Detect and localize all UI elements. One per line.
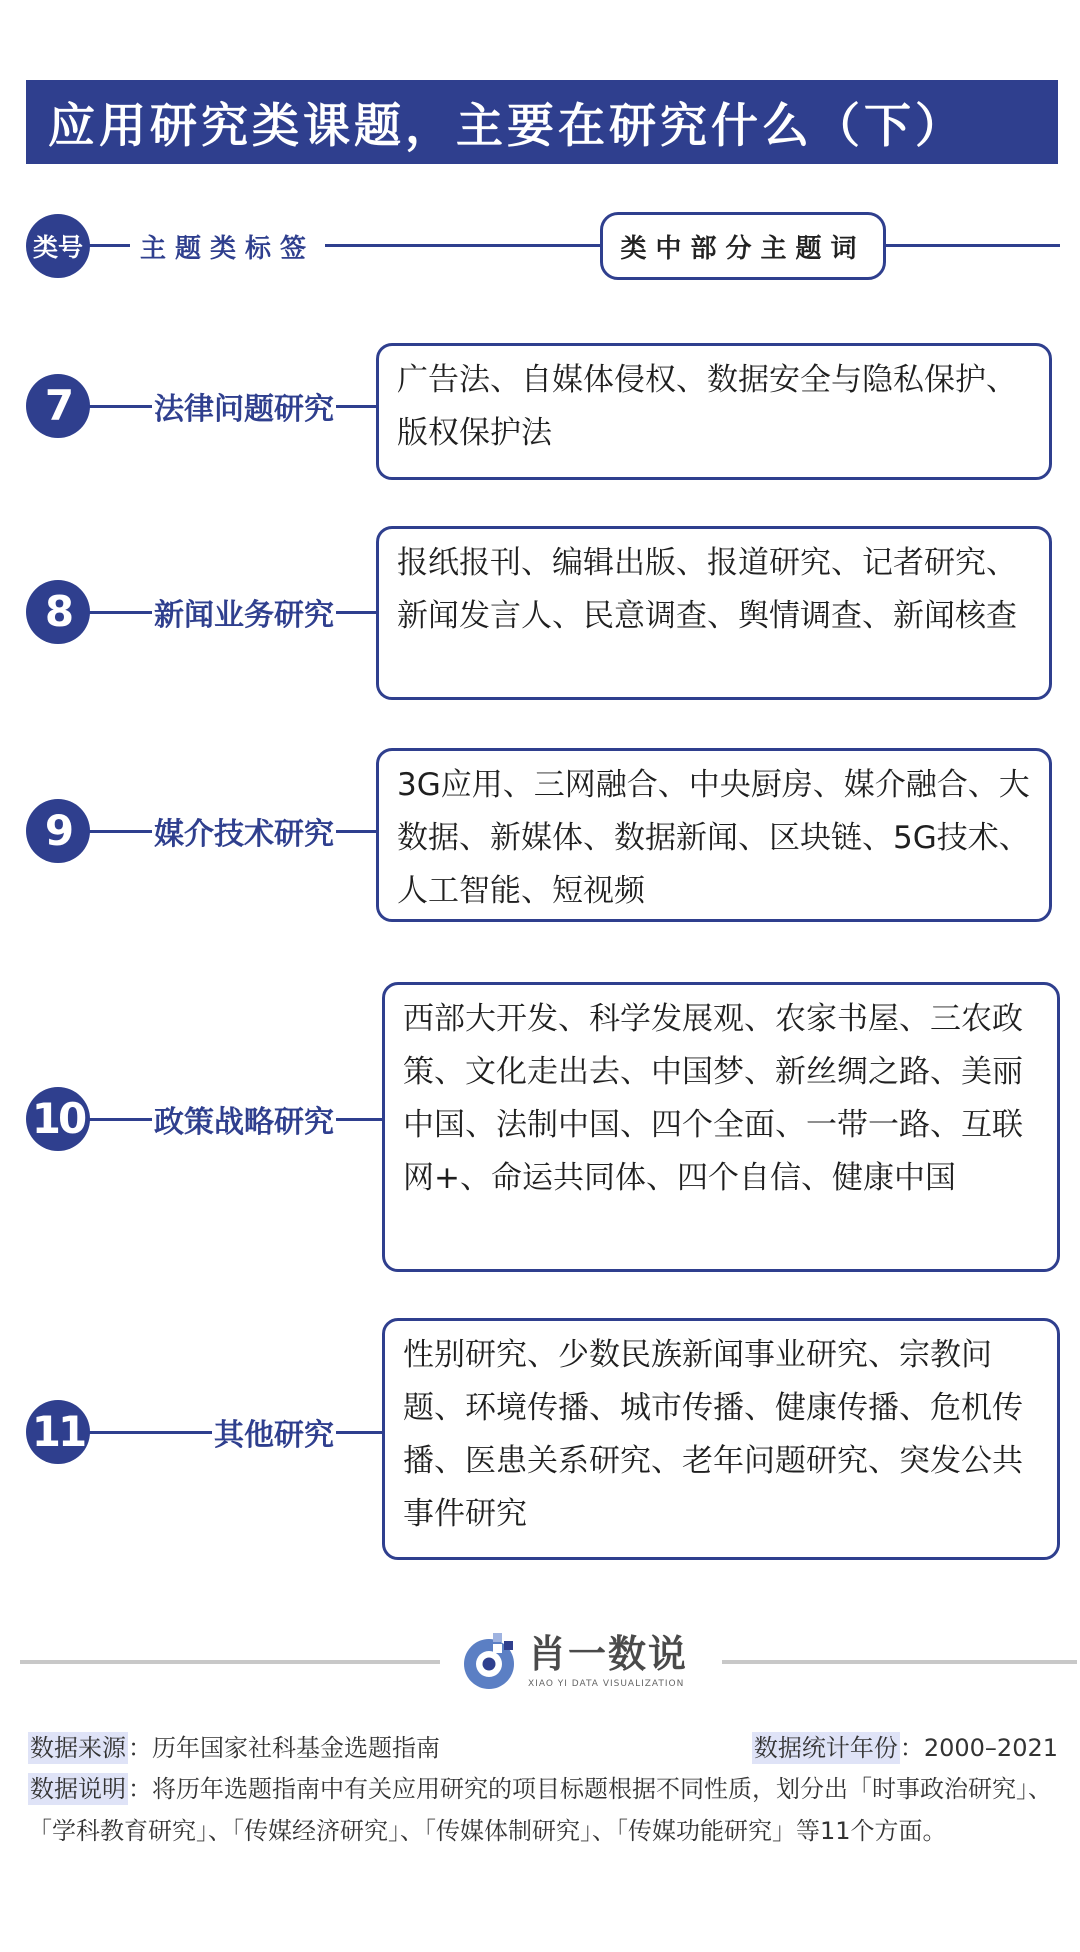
category-number-badge: 8 <box>26 580 90 644</box>
legend-keywords-box: 类中部分主题词 <box>600 212 886 280</box>
category-label: 其他研究 <box>212 1412 336 1452</box>
category-label: 新闻业务研究 <box>152 592 336 632</box>
category-keywords-box: 西部大开发、科学发展观、农家书屋、三农政策、文化走出去、中国梦、新丝绸之路、美丽中国、法制中国、四个全面、一带一路、互联网+、命运共同体、四个自信、健康中国 <box>382 982 1060 1272</box>
logo-name: 肖一数说 <box>528 1632 689 1676</box>
category-number-badge: 11 <box>26 1400 90 1464</box>
category-label: 法律问题研究 <box>152 386 336 426</box>
footer-divider-right <box>722 1660 1077 1664</box>
data-year <box>752 1728 1058 1768</box>
category-label: 政策战略研究 <box>152 1099 336 1139</box>
logo-subtitle: XIAO YI DATA VISUALIZATION <box>528 1679 685 1689</box>
legend-number-badge: 类号 <box>26 214 90 278</box>
data-source <box>28 1728 440 1768</box>
data-note <box>28 1768 1078 1852</box>
category-keywords-box: 性别研究、少数民族新闻事业研究、宗教问题、环境传播、城市传播、健康传播、危机传播、医患关系研究、老年问题研究、突发公共事件研究 <box>382 1318 1060 1560</box>
logo-mark-icon <box>460 1633 518 1691</box>
category-keywords-box: 报纸报刊、编辑出版、报道研究、记者研究、新闻发言人、民意调查、舆情调查、新闻核查 <box>376 526 1052 700</box>
data-source-label: 数据来源 <box>30 1734 126 1762</box>
footer-divider-left <box>20 1660 440 1664</box>
data-year-value: ：2000–2021 <box>899 1734 1058 1762</box>
brand-logo <box>460 1626 720 1698</box>
category-label: 媒介技术研究 <box>152 811 336 851</box>
page-title: 应用研究类课题，主要在研究什么（下） <box>26 80 1058 164</box>
legend-topic-label: 主题类标签 <box>130 226 325 266</box>
data-source-value: ：历年国家社科基金选题指南 <box>128 1734 440 1762</box>
data-year-label: 数据统计年份 <box>753 1734 898 1762</box>
data-note-label: 数据说明 <box>30 1775 126 1803</box>
category-number-badge: 9 <box>26 799 90 863</box>
data-note-value: ：将历年选题指南中有关应用研究的项目标题根据不同性质，划分出「时事政治研究」、「学科教育研究」、「传媒经济研究」、「传媒体制研究」、「传媒功能研究」等11个方面。 <box>28 1775 1052 1845</box>
category-keywords-box: 3G应用、三网融合、中央厨房、媒介融合、大数据、新媒体、数据新闻、区块链、5G技术、人工智能、短视频 <box>376 748 1052 922</box>
category-number-badge: 10 <box>26 1087 90 1151</box>
category-number-badge: 7 <box>26 374 90 438</box>
category-keywords-box: 广告法、自媒体侵权、数据安全与隐私保护、版权保护法 <box>376 343 1052 480</box>
